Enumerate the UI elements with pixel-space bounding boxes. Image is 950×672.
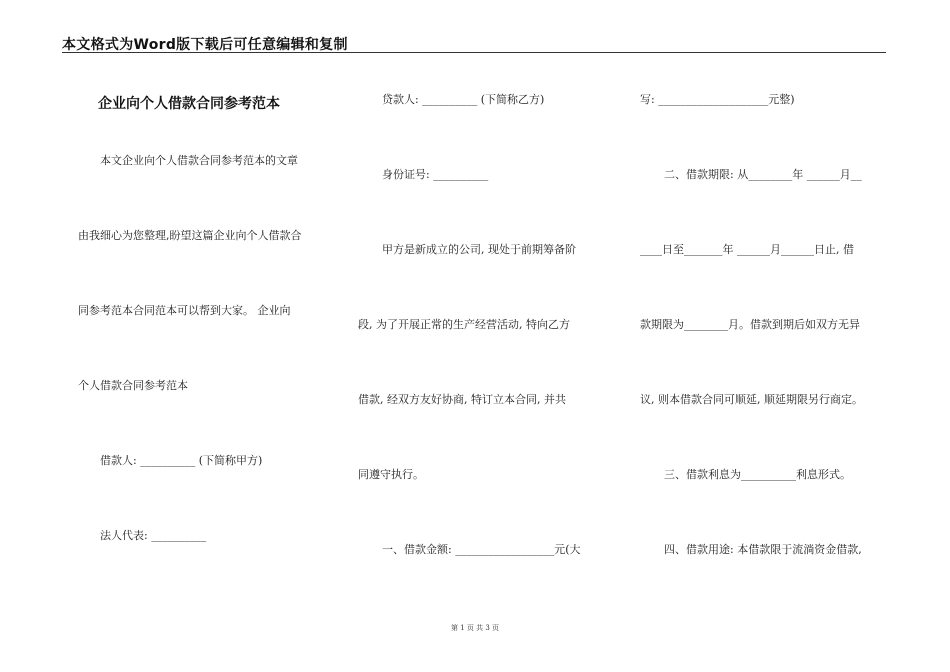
- borrower-line: 借款人: __________ (下简称甲方): [100, 454, 263, 467]
- loan-purpose-line: 四、借款用途: 本借款限于流淌资金借款,: [664, 543, 862, 556]
- text-line: 议, 则本借款合同可顺延, 顺延期限另行商定。: [640, 393, 863, 406]
- id-number-line: 身份证号: __________: [382, 168, 489, 181]
- text-line: 个人借款合同参考范本: [78, 379, 188, 392]
- text-line: 写: ____________________元整): [640, 93, 795, 106]
- page-number: 第 1 页 共 3 页: [450, 624, 500, 632]
- text-line: 本文企业向个人借款合同参考范本的文章: [100, 154, 298, 167]
- text-line: 由我细心为您整理,盼望这篇企业向个人借款合: [78, 229, 302, 242]
- text-line: 款期限为________月。借款到期后如双方无异: [640, 318, 860, 331]
- legal-rep-line: 法人代表: __________: [100, 529, 207, 542]
- text-line: 同参考范本合同范本可以帮到大家。 企业向: [78, 304, 291, 317]
- text-line: 段, 为了开展正常的生产经营活动, 特向乙方: [358, 318, 570, 331]
- lender-line: 贷款人: __________ (下简称乙方): [382, 93, 545, 106]
- text-line: ____日至_______年 ______月______日止, 借: [640, 243, 854, 256]
- loan-term-line: 二、借款期限: 从________年 ______月__: [664, 168, 862, 181]
- text-line: 同遵守执行。: [358, 468, 424, 481]
- document-title: 企业向个人借款合同参考范本: [98, 96, 280, 112]
- interest-line: 三、借款利息为__________利息形式。: [664, 468, 851, 481]
- document-header: 本文格式为Word版下载后可任意编辑和复制: [62, 37, 348, 53]
- loan-amount-line: 一、借款金额: __________________元(大: [382, 543, 581, 556]
- text-line: 借款, 经双方友好协商, 特订立本合同, 并共: [358, 393, 566, 406]
- header-divider: [62, 52, 886, 53]
- text-line: 甲方是新成立的公司, 现处于前期筹备阶: [382, 243, 576, 256]
